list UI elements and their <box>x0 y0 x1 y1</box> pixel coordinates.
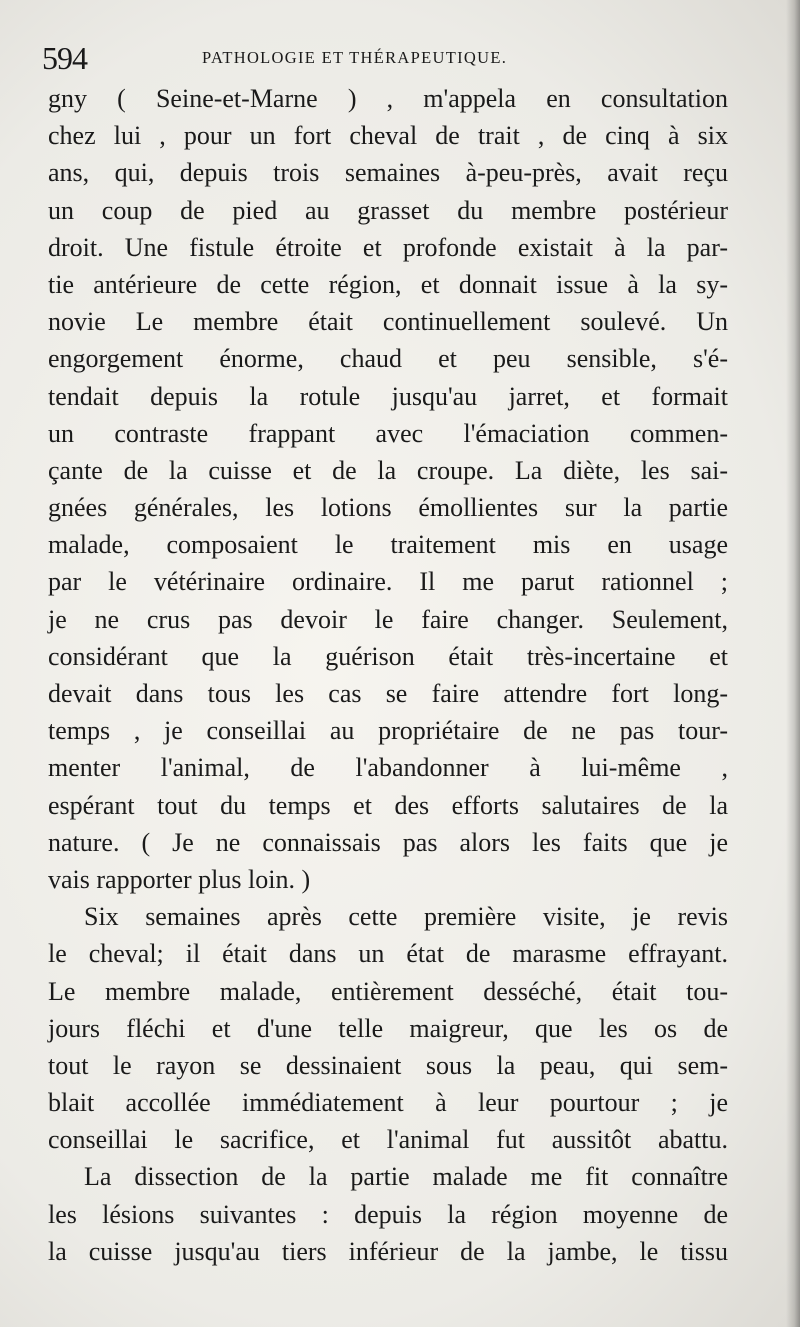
text-line: ans, qui, depuis trois semaines à-peu-près, avait reçu <box>48 158 728 188</box>
page-edge-shadow <box>786 0 800 1327</box>
text-line: considérant que la guérison était très-incertaine et <box>48 641 728 671</box>
text-line: çante de la cuisse et de la croupe. La diète, les sai- <box>48 455 728 485</box>
text-line: menter l'animal, de l'abandonner à lui-même , <box>48 753 728 783</box>
page-number: 594 <box>42 40 87 76</box>
running-title: PATHOLOGIE ET THÉRAPEUTIQUE. <box>202 48 508 67</box>
text-line-paragraph-start: La dissection de la partie malade me fit connaître <box>84 1162 728 1192</box>
text-line: tendait depuis la rotule jusqu'au jarret, et formait <box>48 381 728 411</box>
text-line-paragraph-end: vais rapporter plus loin. ) <box>48 864 311 894</box>
text-line: temps , je conseillai au propriétaire de ne pas tour- <box>48 716 728 746</box>
text-line: devait dans tous les cas se faire attendre fort long- <box>48 679 728 708</box>
page-header <box>42 40 742 76</box>
text-line-paragraph-end: conseillai le sacrifice, et l'animal fut aussitôt abattu. <box>48 1125 728 1155</box>
text-line: tout le rayon se dessinaient sous la peau, qui sem- <box>48 1050 728 1080</box>
text-line: un contraste frappant avec l'émaciation commen- <box>48 418 728 448</box>
text-line: blait accollée immédiatement à leur pourtour ; je <box>48 1088 728 1118</box>
text-line-paragraph-start: Six semaines après cette première visite, je revis <box>84 902 728 932</box>
text-line: par le vétérinaire ordinaire. Il me parut rationnel ; <box>48 567 728 597</box>
text-line: un coup de pied au grasset du membre postérieur <box>48 195 728 225</box>
text-line: les lésions suivantes : depuis la région moyenne de <box>48 1199 728 1229</box>
text-line: le cheval; il était dans un état de marasme effrayant. <box>48 939 728 969</box>
text-line: jours fléchi et d'une telle maigreur, que les os de <box>48 1013 728 1043</box>
text-line: engorgement énorme, chaud et peu sensible, s'é- <box>48 344 728 374</box>
text-line: chez lui , pour un fort cheval de trait , de cinq à six <box>48 121 728 151</box>
text-line: je ne crus pas devoir le faire changer. Seulement, <box>48 604 728 634</box>
text-line: novie Le membre était continuellement soulevé. Un <box>48 307 728 337</box>
text-line: gny ( Seine-et-Marne ) , m'appela en consultation <box>48 84 728 113</box>
text-line: droit. Une fistule étroite et profonde existait à la par- <box>48 232 728 262</box>
text-line: espérant tout du temps et des efforts salutaires de la <box>48 790 728 820</box>
body-text <box>48 80 728 1270</box>
text-line: gnées générales, les lotions émollientes sur la partie <box>48 493 728 523</box>
text-line: malade, composaient le traitement mis en usage <box>48 530 728 560</box>
text-line: la cuisse jusqu'au tiers inférieur de la jambe, le tissu <box>48 1236 728 1266</box>
text-line: Le membre malade, entièrement desséché, était tou- <box>48 976 728 1006</box>
text-line: nature. ( Je ne connaissais pas alors les faits que je <box>48 827 728 857</box>
text-line: tie antérieure de cette région, et donnait issue à la sy- <box>48 269 728 299</box>
